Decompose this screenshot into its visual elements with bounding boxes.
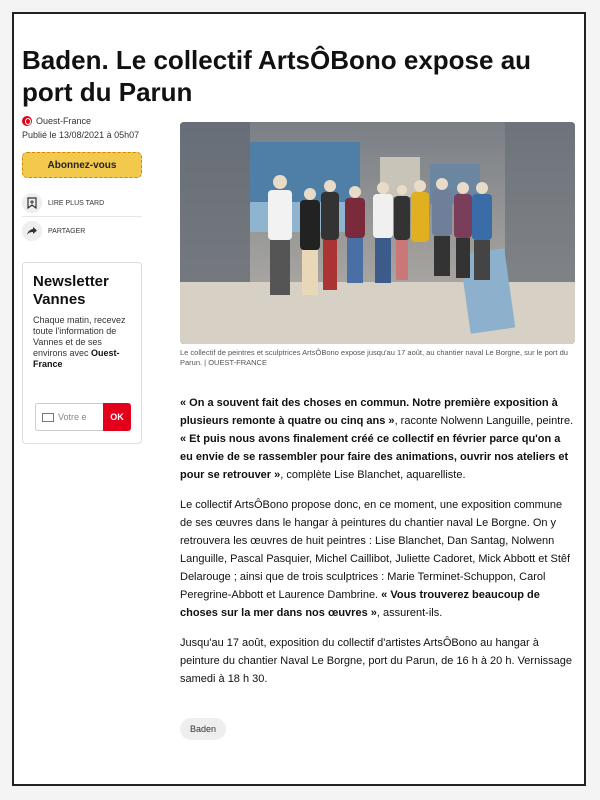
- newsletter-text: Chaque matin, recevez toute l'information de Vannes et de ses environs avec Ouest-France: [33, 315, 126, 369]
- actions-divider: [22, 216, 142, 217]
- paragraph-3: Jusqu'au 17 août, exposition du collectif d'artistes ArtsÔBono au hangar à peinture du chantier Naval Le Borgne, port du Parun, de 16 h à 20 h. Vernissage samedi à 18 h 30.: [180, 637, 572, 685]
- share-arrow-icon: [22, 221, 42, 241]
- article-meta: [22, 116, 172, 140]
- newsletter-box: [22, 262, 142, 444]
- paragraph-2: Le collectif ArtsÔBono propose donc, en ce moment, une exposition commune de ses œuvres dans le hangar à peintures du chantier naval Le Borgne. On y retrouvera les œuvres de huit peintres : Lise Blanchet, Dan Santag, Nolwenn Languille, Pascal Pasquier, Michel Caillibot, Juliette Cadoret, Mick Abbott et Stêf Delarouge ; ainsi que de trois sculptrices : Marie Terminet-Schuppon, Carol Peregrine-Abbott et Laurence Dambrine. « Vous trouverez beaucoup de choses sur la mer dans nos œuvres », assurent-ils.: [180, 499, 571, 619]
- article-body: [180, 394, 575, 700]
- tag-baden[interactable]: Baden: [180, 718, 226, 740]
- bookmark-icon: [22, 193, 42, 213]
- newsletter-ok-button[interactable]: OK: [103, 403, 131, 431]
- publish-date: Publié le 13/08/2021 à 05h07: [22, 130, 140, 140]
- article-source[interactable]: Ouest-France: [36, 116, 92, 126]
- share-button[interactable]: [22, 220, 142, 242]
- article-title: Baden. Le collectif ArtsÔBono expose au port du Parun: [22, 45, 532, 107]
- read-later-label: LIRE PLUS TARD: [48, 199, 105, 207]
- mail-icon: [42, 413, 54, 422]
- article-photo: [180, 122, 575, 344]
- read-later-button[interactable]: [22, 192, 142, 214]
- newsletter-title: Newsletter Vannes: [33, 273, 109, 308]
- photo-caption: Le collectif de peintres et sculptrices ArtsÔBono expose jusqu'au 17 août, au chantier naval Le Borgne, sur le port du Parun. | OUEST-FRANCE: [180, 348, 568, 367]
- paragraph-1: « On a souvent fait des choses en commun. Notre première exposition à plusieurs remonte à quatre ou cinq ans », raconte Nolwenn Languille, peintre. « Et puis nous avons finalement créé ce collectif en février parce qu'on a eu envie de se rassembler pour faire des animations, ouvrir nos ateliers et pour se retrouver », complète Lise Blanchet, aquarelliste.: [180, 397, 574, 481]
- ouest-france-logo-icon: [22, 116, 32, 126]
- newsletter-email-input[interactable]: [35, 403, 103, 431]
- share-label: PARTAGER: [48, 227, 86, 235]
- newsletter-placeholder: Votre e: [58, 412, 87, 422]
- subscribe-button[interactable]: Abonnez-vous: [22, 152, 142, 178]
- newsletter-form: [35, 403, 131, 431]
